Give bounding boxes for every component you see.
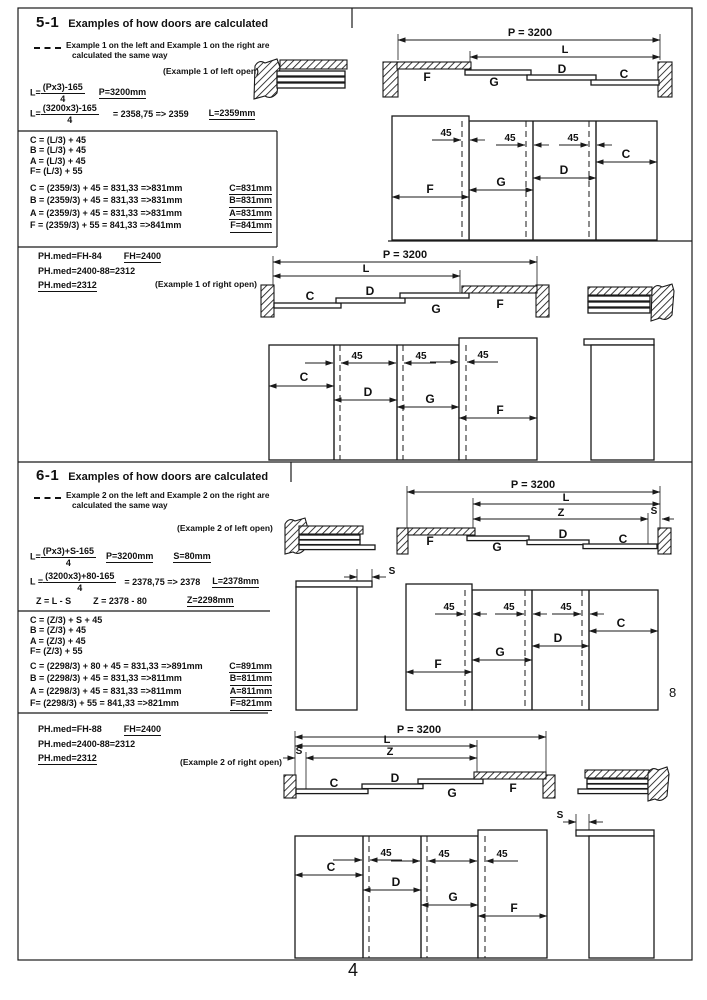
calc-expr: F= (2298/3) + 55 = 841,33 =>821mm (30, 698, 179, 709)
formula-def: A = (L/3) + 45 (30, 155, 86, 166)
topview-ex2-right-open (283, 724, 555, 800)
elevation-ex1-left-open (388, 116, 692, 241)
formula-def: C = (L/3) + 45 (30, 135, 87, 145)
formula-prefix: L= (30, 108, 41, 119)
l-value: L=2378mm (212, 576, 260, 586)
calc-expr: B = (2359/3) + 45 = 831,33 =>831mm (30, 195, 183, 206)
s-value: S=80mm (173, 551, 211, 561)
fraction-numerator: (3200x3)-165 (42, 103, 97, 113)
calc-result: C=831mm (229, 183, 272, 195)
topview-ex2-left-open (397, 479, 674, 554)
fraction (41, 103, 99, 125)
section-1-header (36, 14, 268, 31)
dim-label-p: P = 3200 (382, 249, 428, 261)
figure-number-8: 8 (669, 685, 677, 700)
formula-prefix: L= (30, 87, 41, 98)
dim-label-l: L (383, 734, 391, 746)
fraction-numerator: (3200x3)+80-165 (45, 571, 115, 581)
dim-label-p: P = 3200 (507, 27, 553, 39)
calc-row (30, 220, 272, 232)
formula-prefix: L= (30, 551, 41, 562)
fraction-denominator: 4 (60, 94, 66, 104)
elevation-ex2-left-open (296, 566, 658, 710)
door-label-g: G (448, 890, 458, 904)
dim-label-45: 45 (351, 351, 363, 362)
door-label-g: G (492, 540, 502, 554)
note-line-1: Example 2 on the left and Example 2 on the right are (66, 491, 270, 500)
formula-def: B = (Z/3) + 45 (30, 625, 87, 636)
page-number: 4 (348, 960, 359, 980)
calc-row (30, 183, 272, 195)
fraction-denominator: 4 (67, 115, 73, 125)
dim-label-l: L (562, 492, 570, 504)
calc-result: B=831mm (229, 195, 272, 207)
dim-label-s: S (295, 746, 303, 757)
door-label-c: C (618, 532, 628, 546)
door-label-d: D (391, 875, 401, 889)
door-label-d: D (557, 62, 567, 76)
door-label-c: C (326, 860, 336, 874)
section-1-title: Examples of how doors are calculated (68, 18, 269, 30)
door-label-g: G (447, 786, 457, 800)
z-calculation: Z = 2378 - 80 (93, 596, 147, 606)
door-formula-definitions-1 (30, 135, 86, 177)
calc-expr: B = (2298/3) + 45 = 831,33 =>811mm (30, 673, 182, 684)
fh-value: FH=2400 (123, 251, 162, 261)
note-line-1: Example 1 on the left and Example 1 on the right are (66, 41, 270, 50)
calc-row (30, 686, 272, 698)
note-line-2: calculated the same way (72, 501, 168, 510)
door-label-d: D (363, 385, 373, 399)
fraction-denominator: 4 (77, 583, 83, 593)
calc-expr: C = (2298/3) + 80 + 45 = 831,33 =>891mm (30, 661, 203, 671)
dim-label-p: P = 3200 (510, 479, 556, 491)
door-label-g: G (495, 645, 505, 659)
section-2-header (36, 467, 268, 484)
panel-stack-detail-ex1-right (588, 284, 674, 321)
calc-row (30, 661, 272, 673)
formula-l-calculation-1 (30, 103, 255, 125)
door-label-g: G (425, 392, 435, 406)
dim-label-45: 45 (504, 133, 516, 144)
formula-def: F= (Z/3) + 55 (30, 646, 83, 657)
calc-expr: C = (2359/3) + 45 = 831,33 =>831mm (30, 183, 183, 193)
dim-label-45: 45 (415, 351, 427, 362)
calc-expr: F = (2359/3) + 55 = 841,33 =>841mm (30, 220, 182, 231)
calc-expr: A = (2359/3) + 45 = 831,33 =>831mm (30, 207, 183, 218)
z-definition: Z = L - S (36, 596, 72, 606)
note-line-2: calculated the same way (72, 51, 168, 60)
section-1-note (66, 41, 269, 61)
door-label-c: C (305, 289, 315, 303)
door-label-f: F (423, 70, 431, 84)
door-label-g: G (431, 302, 441, 316)
door-calculations-1 (30, 183, 272, 233)
formula-l-definition-2 (30, 546, 211, 568)
dim-label-45: 45 (380, 848, 392, 859)
fraction-numerator: (Px3)-165 (42, 82, 83, 92)
topview-ex1-left-open (383, 27, 672, 97)
p-value: P=3200mm (106, 551, 154, 561)
calc-result: F=841mm (230, 220, 272, 232)
door-formula-definitions-2 (30, 615, 102, 657)
door-label-f: F (434, 657, 442, 671)
l-value: L=2359mm (208, 108, 256, 118)
caption-ex1-left-open: (Example 1 of left open) (163, 66, 259, 76)
panel-stack-detail-ex2-left (285, 518, 375, 554)
calc-result: A=831mm (229, 208, 272, 220)
caption-ex2-right-open: (Example 2 of right open) (180, 757, 283, 767)
fraction (41, 82, 85, 104)
section-2-note (66, 491, 269, 511)
dim-label-p: P = 3200 (396, 724, 442, 736)
ph-formula: PH.med=FH-88 (38, 724, 102, 734)
fraction (41, 546, 96, 568)
note-dash (34, 497, 61, 499)
door-label-f: F (509, 781, 517, 795)
fraction (43, 571, 116, 593)
door-label-f: F (496, 297, 504, 311)
caption-ex2-left-open: (Example 2 of left open) (177, 523, 273, 533)
dim-label-l: L (362, 263, 370, 275)
dim-label-l: L (561, 44, 569, 56)
formula-result: = 2358,75 => 2359 (112, 109, 189, 119)
calc-result: A=811mm (230, 686, 272, 698)
calc-row (30, 673, 272, 685)
ph-med-block-2 (38, 722, 161, 766)
formula-result: = 2378,75 => 2378 (124, 577, 201, 587)
door-label-f: F (426, 182, 434, 196)
dim-label-45: 45 (503, 602, 515, 613)
door-calculations-2 (30, 661, 272, 711)
formula-def: B = (L/3) + 45 (30, 145, 87, 156)
door-label-c: C (329, 776, 339, 790)
door-label-d: D (365, 284, 375, 298)
door-label-d: D (390, 771, 400, 785)
note-dash (34, 47, 61, 49)
formula-def: C = (Z/3) + S + 45 (30, 615, 103, 625)
calc-row (30, 698, 272, 710)
formula-prefix: L = (30, 576, 44, 587)
dim-label-45: 45 (567, 133, 579, 144)
p-value: P=3200mm (98, 87, 147, 97)
formula-z (36, 595, 234, 607)
door-label-c: C (616, 616, 626, 630)
calc-row (30, 208, 272, 220)
caption-ex1-right-open: (Example 1 of right open) (155, 279, 258, 289)
calc-result: C=891mm (229, 661, 272, 673)
calc-result: F=821mm (230, 698, 272, 710)
door-label-f: F (426, 534, 434, 548)
section-1-number: 5-1 (36, 14, 60, 31)
dim-label-s: S (556, 810, 564, 821)
formula-l-definition-1 (30, 82, 146, 104)
formula-def: A = (Z/3) + 45 (30, 635, 86, 646)
formula-def: F= (L/3) + 55 (30, 166, 83, 177)
door-label-f: F (496, 403, 504, 417)
panel-stack-detail-ex1-left (254, 59, 347, 99)
door-label-c: C (299, 370, 309, 384)
ph-calculation: PH.med=2400-88=2312 (38, 265, 136, 276)
dim-label-s: S (388, 566, 396, 577)
calc-row (30, 195, 272, 207)
door-label-c: C (619, 67, 629, 81)
fraction-numerator: (Px3)+S-165 (42, 546, 95, 556)
door-label-g: G (489, 75, 499, 89)
ph-med-block-1 (38, 249, 161, 293)
elevation-ex1-right-open (269, 338, 654, 460)
fraction-denominator: 4 (65, 558, 71, 568)
formula-l-calculation-2 (30, 571, 259, 593)
ph-calculation: PH.med=2400-88=2312 (38, 738, 136, 749)
calc-result: B=811mm (230, 673, 272, 685)
dim-label-45: 45 (560, 602, 572, 613)
fh-value: FH=2400 (123, 724, 162, 734)
door-label-g: G (496, 175, 506, 189)
dim-label-z: Z (557, 507, 565, 519)
z-value: Z=2298mm (186, 595, 234, 605)
ph-result: PH.med=2312 (38, 280, 97, 290)
door-label-d: D (559, 163, 569, 177)
dim-label-45: 45 (443, 602, 455, 613)
dim-label-45: 45 (440, 128, 452, 139)
topview-ex1-right-open (261, 249, 549, 317)
section-2-number: 6-1 (36, 467, 60, 484)
dim-label-45: 45 (496, 849, 508, 860)
calc-expr: A = (2298/3) + 45 = 831,33 =>811mm (30, 685, 182, 696)
panel-stack-detail-ex2-right (578, 767, 669, 801)
door-label-d: D (553, 631, 563, 645)
ph-result: PH.med=2312 (38, 753, 97, 763)
dim-label-45: 45 (477, 350, 489, 361)
elevation-ex2-right-open (295, 810, 654, 958)
dim-label-45: 45 (438, 849, 450, 860)
dim-label-s: S (650, 506, 658, 517)
ph-formula: PH.med=FH-84 (38, 251, 102, 261)
door-label-f: F (510, 901, 518, 915)
section-2-title: Examples of how doors are calculated (68, 471, 269, 483)
dim-label-z: Z (386, 746, 394, 758)
door-label-d: D (558, 527, 568, 541)
door-label-c: C (621, 147, 631, 161)
